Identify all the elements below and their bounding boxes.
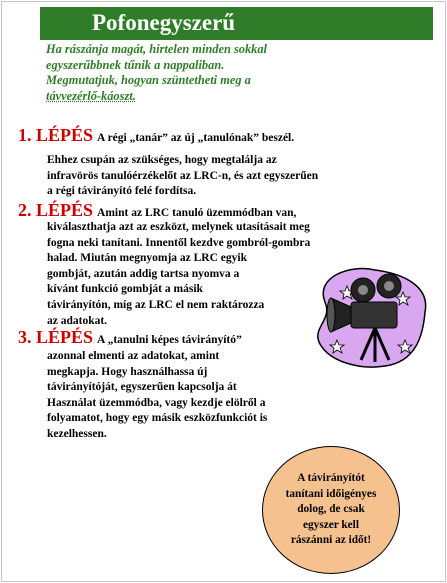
page-title: Pofonegyszerű <box>92 10 236 35</box>
step-line: Ehhez csupán az szükséges, hogy megtalálja az <box>47 154 277 166</box>
callout-line: dolog, de csak <box>297 503 365 516</box>
callout-line: tanítani időigényes <box>285 487 377 500</box>
callout-line: egyszer kell <box>303 518 359 531</box>
step-line: megkapja. Hogy használhassa új <box>47 365 208 378</box>
step-first-line: A régi „tanár” az új „tanulónak” beszél. <box>97 132 295 144</box>
step-line: Használat üzemmódba, vagy kezdje elölről a <box>47 396 266 409</box>
callout-line: rászánni az időt! <box>290 534 372 547</box>
step-heading: 2. LÉPÉS <box>18 200 94 220</box>
step-2-heading-row <box>18 200 296 221</box>
step-first-line: Amint az LRC tanuló üzemmódban van, <box>97 207 297 219</box>
step-line: az adatokat. <box>47 314 108 327</box>
step-first-line: A „tanulni képes távirányító” <box>97 334 242 346</box>
step-3-body <box>47 349 267 443</box>
step-line: gombját, azután addig tartsa nyomva a <box>47 267 240 280</box>
step-3-heading-row <box>18 327 242 348</box>
intro-line: Megmutatjuk, hogyan szüntetheti meg a <box>46 73 251 87</box>
step-heading: 3. LÉPÉS <box>18 327 94 347</box>
intro-line: távvezérlő-káoszt. <box>46 88 136 103</box>
intro-line: Ha rászánja magát, hirtelen minden sokkal <box>46 42 268 56</box>
step-line: kiválaszthatja azt az eszközt, melynek utasításait meg <box>47 221 310 233</box>
step-line: a régi távirányító felé fordítsa. <box>47 185 197 198</box>
tip-callout <box>262 446 400 574</box>
movie-camera-icon <box>305 262 433 372</box>
step-heading: 1. LÉPÉS <box>18 125 94 145</box>
step-line: távirányítón, míg az LRC el nem raktározza <box>47 298 265 311</box>
step-line: kezelhessen. <box>47 427 107 440</box>
step-line: infravörös tanulóérzékelőt az LRC-n, és azt egyszerűen <box>47 169 319 182</box>
callout-line: A távirányítót <box>297 472 365 485</box>
intro-line: egyszerűbbnek tűnik a nappaliban. <box>46 57 225 72</box>
step-line: kívánt funkció gombját a másik <box>47 283 203 296</box>
intro-paragraph <box>46 42 316 104</box>
step-1-body <box>47 153 318 200</box>
step-1-heading-row <box>18 125 294 146</box>
step-line: halad. Miután megnyomja az LRC egyik <box>47 252 247 265</box>
step-line: folyamatot, hogy egy másik eszközfunkciót is <box>47 412 268 425</box>
step-2-body <box>47 220 310 329</box>
step-line: távirányítóját, egyszerűen kapcsolja át <box>47 381 237 394</box>
step-line: azonnal elmenti az adatokat, amint <box>47 350 220 362</box>
title-banner <box>40 7 433 40</box>
step-line: fogna neki tanítani. Innentől kezdve gombról-gombra <box>47 236 311 249</box>
